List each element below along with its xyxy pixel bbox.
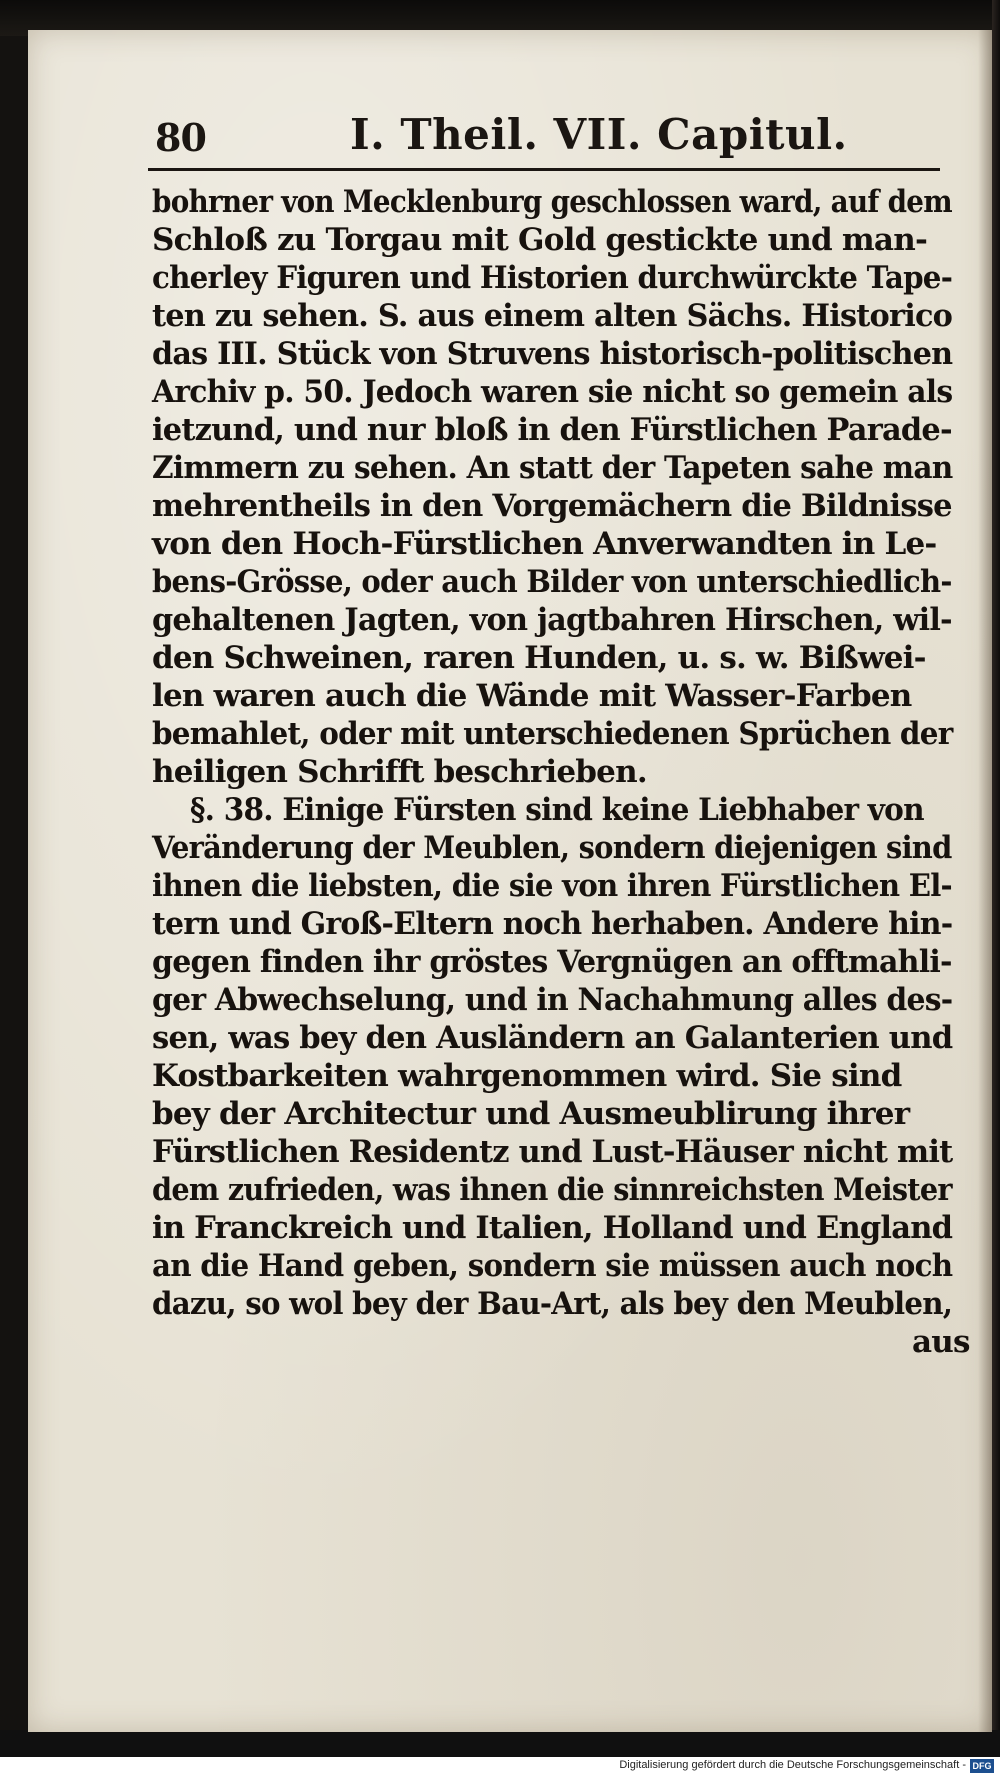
scan-border-right — [992, 0, 1000, 1777]
text-line: von den Hoch-Fürstlichen Anverwandten in Le- — [152, 526, 937, 562]
dfg-logo: DFG — [970, 1759, 994, 1773]
text-line: sen, was bey den Ausländern an Galanterien und — [152, 1020, 953, 1056]
text-line: bey der Architectur und Ausmeublirung ihrer — [152, 1096, 910, 1132]
text-line: ger Abwechselung, und in Nachahmung alles des- — [152, 982, 953, 1018]
text-line: dem zufrieden, was ihnen die sinnreichsten Meister — [152, 1172, 952, 1208]
text-line: heiligen Schrifft beschrieben. — [152, 754, 647, 790]
header-rule — [148, 168, 940, 171]
text-line: ten zu sehen. S. aus einem alten Sächs. Historico — [152, 298, 953, 334]
running-head — [110, 85, 948, 160]
text-line: len waren auch die Wände mit Wasser-Farben — [152, 678, 912, 714]
text-line: bens-Grösse, oder auch Bilder von unterschiedlich- — [152, 564, 952, 600]
text-line: cherley Figuren und Historien durchwürckte Tape- — [152, 260, 953, 296]
catchword: aus — [912, 1324, 970, 1360]
text-line: Archiv p. 50. Jedoch waren sie nicht so gemein als — [152, 374, 953, 410]
text-line: ihnen die liebsten, die sie von ihren Fürstlichen El- — [152, 868, 952, 904]
text-line: ietzund, und nur bloß in den Fürstlichen Parade- — [152, 412, 952, 448]
text-line: bemahlet, oder mit unterschiedenen Sprüchen der — [152, 716, 953, 752]
page-number: 80 — [155, 115, 206, 160]
text-line: mehrentheils in den Vorgemächern die Bildnisse — [152, 488, 952, 524]
footer-credit: Digitalisierung gefördert durch die Deutsche Forschungsgemeinschaft - — [619, 1759, 966, 1771]
text-line: gehaltenen Jagten, von jagtbahren Hirschen, wil- — [152, 602, 952, 638]
text-line: tern und Groß-Eltern noch herhaben. Andere hin- — [152, 906, 953, 942]
text-line: Schloß zu Torgau mit Gold gestickte und man- — [152, 222, 928, 258]
running-title: I. Theil. VII. Capitul. — [350, 110, 848, 159]
text-line: Veränderung der Meublen, sondern diejenigen sind — [152, 830, 952, 866]
text-line: bohrner von Mecklenburg geschlossen ward, auf dem — [152, 184, 952, 220]
text-line: in Franckreich und Italien, Holland und England — [152, 1210, 953, 1246]
text-line: Fürstlichen Residentz und Lust-Häuser nicht mit — [152, 1134, 953, 1170]
text-line: das III. Stück von Struvens historisch-politischen — [152, 336, 953, 372]
text-line: dazu, so wol bey der Bau-Art, als bey den Meublen, — [152, 1286, 953, 1322]
page-edge-shadow — [978, 30, 992, 1732]
text-line: Kostbarkeiten wahrgenommen wird. Sie sind — [152, 1058, 902, 1094]
text-line: den Schweinen, raren Hunden, u. s. w. Bißwei- — [152, 640, 926, 676]
text-line: an die Hand geben, sondern sie müssen auch noch — [152, 1248, 953, 1284]
text-line: gegen finden ihr gröstes Vergnügen an offtmahli- — [152, 944, 952, 980]
text-line: Zimmern zu sehen. An statt der Tapeten sahe man — [152, 450, 953, 486]
section-line: §. 38. Einige Fürsten sind keine Liebhaber von — [190, 792, 924, 828]
